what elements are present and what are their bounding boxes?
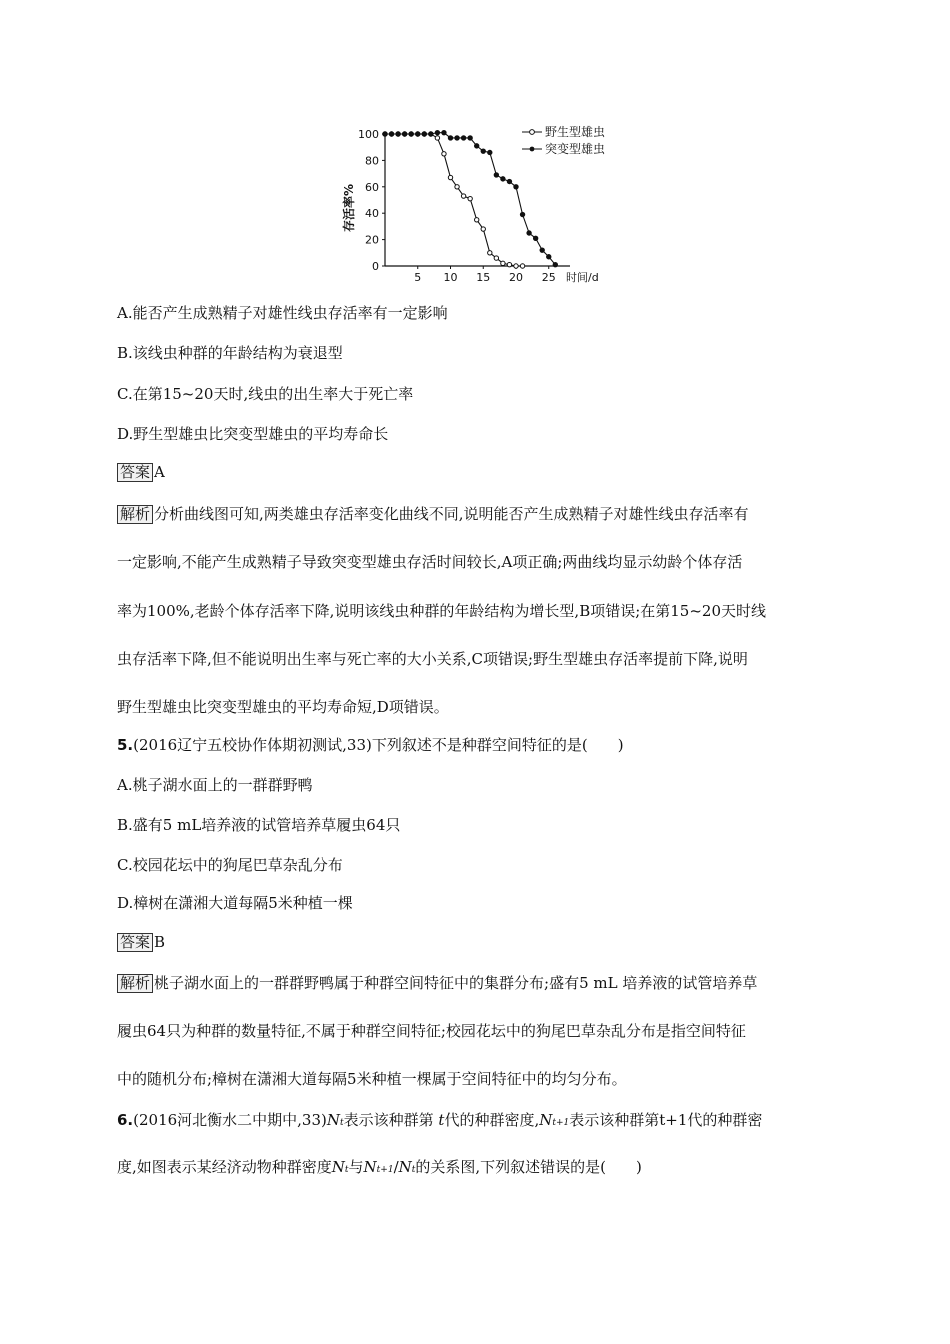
stem-text: 表示该种群第 bbox=[343, 1111, 434, 1129]
y-tick-label: 80 bbox=[365, 154, 379, 168]
data-point-series-0 bbox=[442, 152, 446, 156]
t-symbol: t bbox=[438, 1111, 445, 1129]
data-point-series-0 bbox=[501, 261, 505, 265]
y-tick-label: 0 bbox=[372, 260, 379, 273]
q4-option-d: D.野生型雄虫比突变型雄虫的平均寿命长 bbox=[117, 425, 389, 443]
q5-analysis-line-2: 履虫64只为种群的数量特征,不属于种群空间特征;校园花坛中的狗尾巴草杂乱分布是指空间特征 bbox=[117, 1022, 746, 1040]
q4-option-b: B.该线虫种群的年龄结构为衰退型 bbox=[117, 344, 343, 362]
data-point-series-1 bbox=[481, 149, 485, 153]
q5-stem bbox=[117, 735, 624, 755]
q5-option-b: B.盛有5 mL培养液的试管培养草履虫64只 bbox=[117, 816, 401, 834]
data-point-series-1 bbox=[429, 132, 433, 136]
data-point-series-1 bbox=[468, 136, 472, 140]
data-point-series-0 bbox=[435, 136, 439, 140]
y-tick-label: 20 bbox=[365, 233, 379, 247]
data-point-series-1 bbox=[389, 132, 393, 136]
q4-analysis-line-1 bbox=[117, 504, 749, 524]
question-number: 5. bbox=[117, 736, 134, 754]
q4-option-c: C.在第15~20天时,线虫的出生率大于死亡率 bbox=[117, 385, 414, 403]
data-point-series-1 bbox=[448, 136, 452, 140]
data-point-series-0 bbox=[494, 256, 498, 260]
survival-rate-chart bbox=[335, 118, 625, 288]
data-point-series-1 bbox=[514, 185, 518, 189]
data-point-series-1 bbox=[422, 132, 426, 136]
q4-analysis-line-5: 野生型雄虫比突变型雄虫的平均寿命短,D项错误。 bbox=[117, 698, 449, 716]
legend bbox=[522, 124, 605, 156]
x-axis-label: 时间/d bbox=[566, 271, 599, 284]
legend-label-mutant: 突变型雄虫 bbox=[545, 142, 606, 156]
data-point-series-1 bbox=[507, 179, 511, 183]
t-subscript: t bbox=[344, 1165, 349, 1175]
data-point-series-1 bbox=[547, 255, 551, 259]
y-axis-title bbox=[341, 184, 356, 232]
data-point-series-1 bbox=[527, 231, 531, 235]
x-tick-label: 20 bbox=[509, 271, 523, 284]
q5-analysis-line-3: 中的随机分布;樟树在潇湘大道每隔5米种植一棵属于空间特征中的均匀分布。 bbox=[117, 1070, 627, 1088]
n-symbol: N bbox=[331, 1158, 345, 1176]
data-point-series-0 bbox=[514, 264, 518, 268]
x-tick-label: 25 bbox=[541, 271, 556, 284]
legend-marker-wild bbox=[530, 130, 535, 135]
q4-analysis-line-3: 率为100%,老龄个体存活率下降,说明该线虫种群的年龄结构为增长型,B项错误;在第15~20天时线 bbox=[117, 602, 767, 620]
data-point-series-0 bbox=[488, 251, 492, 255]
q4-option-a: A.能否产生成熟精子对雄性线虫存活率有一定影响 bbox=[117, 304, 448, 322]
x-tick-label: 5 bbox=[414, 271, 422, 284]
data-point-series-1 bbox=[553, 262, 557, 266]
slash: / bbox=[393, 1158, 399, 1176]
question-number: 6. bbox=[117, 1111, 134, 1129]
data-point-series-0 bbox=[448, 175, 452, 179]
answer-value: A bbox=[154, 463, 165, 481]
y-tick-label: 40 bbox=[365, 207, 379, 221]
series-line-0 bbox=[385, 134, 523, 266]
data-point-series-1 bbox=[396, 132, 400, 136]
data-point-series-0 bbox=[455, 185, 459, 189]
data-point-series-1 bbox=[442, 130, 446, 134]
data-point-series-1 bbox=[475, 144, 479, 148]
analysis-text: 分析曲线图可知,两类雄虫存活率变化曲线不同,说明能否产生成熟精子对雄性线虫存活率有 bbox=[154, 505, 749, 523]
data-point-series-1 bbox=[416, 132, 420, 136]
analysis-tag: 解析 bbox=[117, 974, 153, 993]
n-symbol: N bbox=[363, 1158, 377, 1176]
data-point-series-0 bbox=[468, 196, 472, 200]
data-point-series-0 bbox=[481, 227, 485, 231]
analysis-text: 桃子湖水面上的一群群野鸭属于种群空间特征中的集群分布;盛有5 mL 培养液的试管培养草 bbox=[154, 974, 758, 992]
y-axis-label: 存活率% bbox=[342, 183, 356, 233]
q5-option-d: D.樟树在潇湘大道每隔5米种植一棵 bbox=[117, 894, 353, 912]
n-symbol: N bbox=[326, 1111, 340, 1129]
answer-tag: 答案 bbox=[117, 933, 153, 952]
data-point-series-1 bbox=[461, 136, 465, 140]
data-point-series-1 bbox=[540, 248, 544, 252]
answer-value: B bbox=[154, 933, 166, 951]
t-subscript: t bbox=[411, 1165, 416, 1175]
data-point-series-1 bbox=[501, 177, 505, 181]
data-point-series-1 bbox=[494, 173, 498, 177]
t1-subscript: t+1 bbox=[552, 1118, 570, 1128]
analysis-tag: 解析 bbox=[117, 505, 153, 524]
n-symbol: N bbox=[398, 1158, 412, 1176]
t-subscript: t bbox=[340, 1118, 344, 1128]
data-point-series-0 bbox=[520, 264, 524, 268]
y-tick-label: 60 bbox=[365, 180, 379, 194]
legend-label-wild: 野生型雄虫 bbox=[545, 125, 606, 139]
x-tick-label: 10 bbox=[443, 271, 458, 284]
data-point-series-1 bbox=[520, 212, 524, 216]
q6-stem-line-2 bbox=[117, 1157, 642, 1180]
q4-analysis-line-2: 一定影响,不能产生成熟精子导致突变型雄虫存活时间较长,A项正确;两曲线均显示幼龄个体存活 bbox=[117, 553, 743, 571]
y-tick-label: 100 bbox=[358, 128, 379, 141]
x-tick-label: 15 bbox=[476, 271, 491, 284]
data-point-series-0 bbox=[507, 262, 511, 266]
stem-text: 的关系图,下列叙述错误的是( ) bbox=[415, 1158, 642, 1176]
stem-text: 度,如图表示某经济动物种群密度 bbox=[117, 1158, 332, 1176]
data-point-series-1 bbox=[383, 132, 387, 136]
q4-analysis-line-4: 虫存活率下降,但不能说明出生率与死亡率的大小关系,C项错误;野生型雄虫存活率提前下降,说明 bbox=[117, 650, 748, 668]
data-point-series-1 bbox=[409, 132, 413, 136]
n-symbol: N bbox=[539, 1111, 553, 1129]
data-point-series-1 bbox=[402, 132, 406, 136]
q5-analysis-line-1 bbox=[117, 973, 757, 993]
data-point-series-1 bbox=[533, 236, 537, 240]
q6-stem-line-1 bbox=[117, 1110, 762, 1133]
legend-marker-mutant bbox=[530, 147, 535, 152]
data-point-series-1 bbox=[435, 130, 439, 134]
q5-option-c: C.校园花坛中的狗尾巴草杂乱分布 bbox=[117, 856, 343, 874]
question-source: (2016河北衡水二中期中,33) bbox=[133, 1111, 327, 1129]
q5-answer-line bbox=[117, 932, 165, 952]
data-point-series-0 bbox=[475, 218, 479, 222]
stem-text: 代的种群密度, bbox=[444, 1111, 540, 1129]
question-stem: (2016辽宁五校协作体期初测试,33)下列叙述不是种群空间特征的是( ) bbox=[133, 736, 624, 754]
data-point-series-0 bbox=[461, 194, 465, 198]
data-point-series-1 bbox=[488, 150, 492, 154]
answer-tag: 答案 bbox=[117, 463, 153, 482]
stem-text: t+1代的种群密 bbox=[659, 1111, 763, 1129]
stem-text: 表示该种群第 bbox=[569, 1111, 660, 1129]
t1-subscript: t+1 bbox=[376, 1165, 394, 1175]
data-point-series-1 bbox=[455, 136, 459, 140]
q5-option-a: A.桃子湖水面上的一群群野鸭 bbox=[117, 776, 313, 794]
stem-text: 与 bbox=[348, 1158, 364, 1176]
q4-answer-line bbox=[117, 462, 165, 482]
